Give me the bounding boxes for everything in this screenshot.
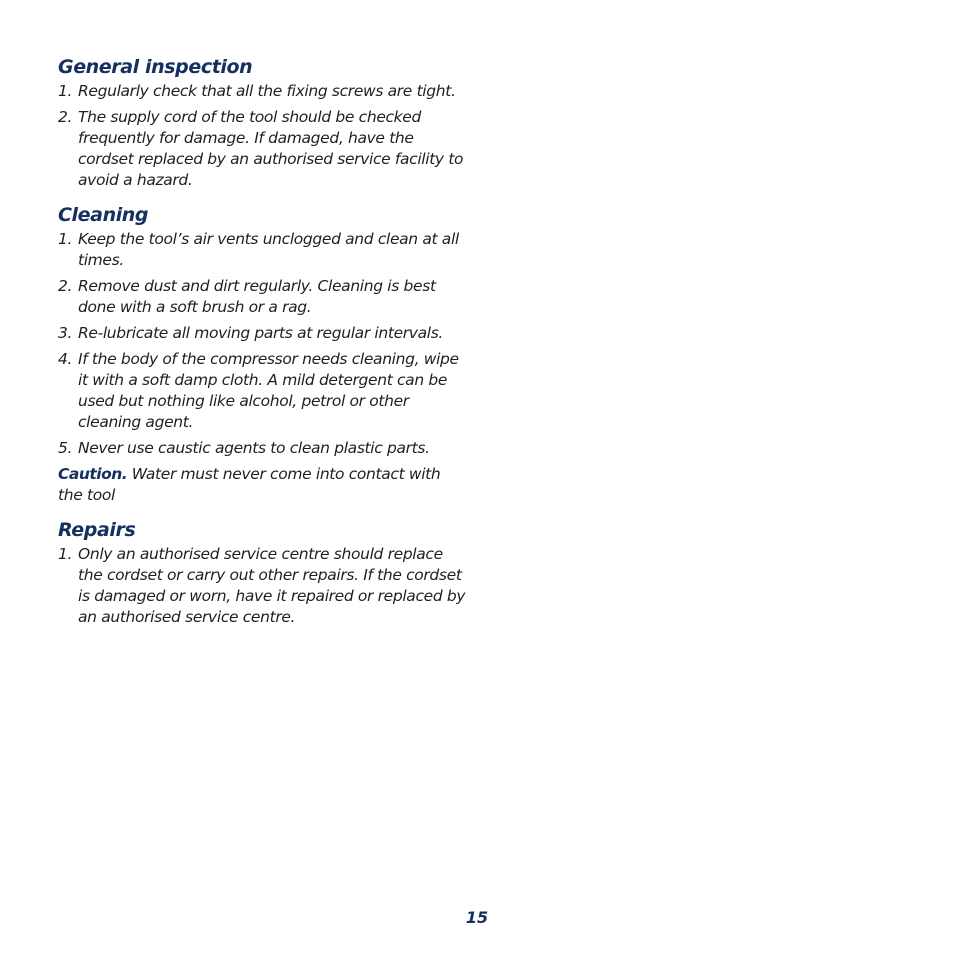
list-item: [58, 276, 468, 318]
list-item: [58, 81, 468, 102]
item-number: 4.: [58, 350, 73, 368]
item-text: Re-lubricate all moving parts at regular intervals.: [78, 324, 444, 342]
list-item: [58, 229, 468, 271]
caution-label: Caution.: [58, 465, 128, 483]
item-list: [58, 544, 468, 628]
manual-content: [58, 54, 468, 639]
item-text: Only an authorised service centre should replace the cordset or carry out other repairs. If the cordset is damaged or worn, have it repaired or replaced by an authorised service centre.: [78, 545, 466, 626]
list-item: [58, 107, 468, 191]
item-number: 1.: [58, 230, 73, 248]
item-number: 1.: [58, 545, 73, 563]
section-general-inspection: [58, 54, 468, 191]
item-number: 1.: [58, 82, 73, 100]
section-heading: Repairs: [58, 519, 136, 541]
list-item: [58, 544, 468, 628]
item-number: 5.: [58, 439, 73, 457]
section-heading: Cleaning: [58, 204, 149, 226]
item-text: If the body of the compressor needs cleaning, wipe it with a soft damp cloth. A mild detergent can be used but nothing like alcohol, petrol or other cleaning agent.: [78, 350, 459, 431]
list-item: [58, 323, 468, 344]
section-repairs: [58, 517, 468, 628]
item-text: Never use caustic agents to clean plastic parts.: [78, 439, 430, 457]
item-number: 2.: [58, 108, 73, 126]
item-list: [58, 229, 468, 459]
item-text: The supply cord of the tool should be checked frequently for damage. If damaged, have the cordset replaced by an authorised service facility to avoid a hazard.: [78, 108, 464, 189]
caution-note: [58, 464, 468, 506]
section-heading: General inspection: [58, 56, 253, 78]
item-number: 3.: [58, 324, 73, 342]
item-text: Remove dust and dirt regularly. Cleaning is best done with a soft brush or a rag.: [78, 277, 436, 316]
item-text: Regularly check that all the fixing screws are tight.: [78, 82, 456, 100]
item-text: Keep the tool’s air vents unclogged and clean at all times.: [78, 230, 459, 269]
list-item: [58, 438, 468, 459]
item-list: [58, 81, 468, 191]
page-number: 15: [465, 908, 489, 927]
section-cleaning: [58, 202, 468, 506]
caution-text: Water must never come into contact with the tool: [58, 465, 441, 504]
item-number: 2.: [58, 277, 73, 295]
list-item: [58, 349, 468, 433]
